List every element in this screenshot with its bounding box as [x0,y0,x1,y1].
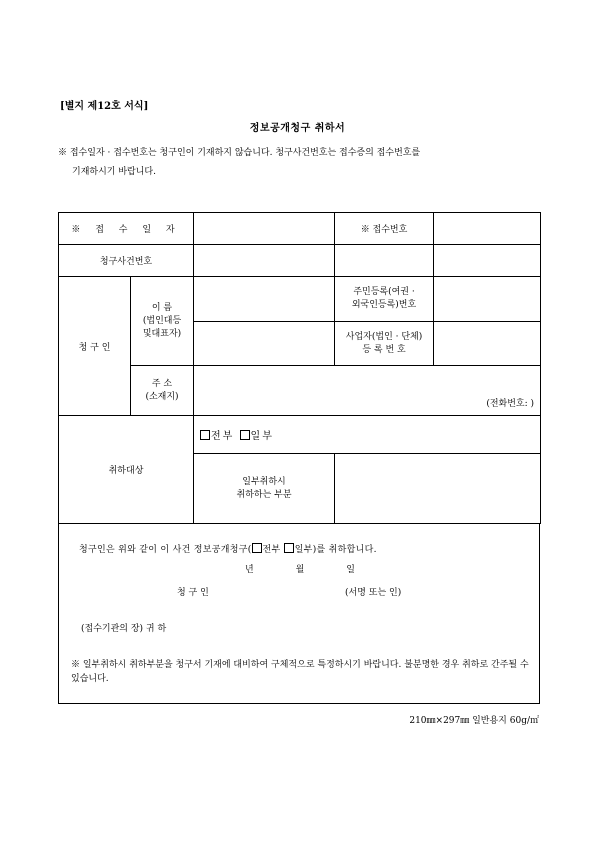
case-no-blank [335,245,434,277]
address-label [131,366,194,416]
receipt-no-field [434,213,541,245]
checkbox-part[interactable] [240,430,250,440]
declaration-section [58,523,540,704]
address-field [194,366,541,416]
case-no-field [194,245,335,277]
receipt-date-label: ※ 접 수 일 자 [59,213,194,245]
addressee: (접수기관의 장) 귀 하 [81,624,167,634]
declaration-text [79,542,377,555]
form-number: [별지 제12호 서식] [60,101,149,112]
partial-withdraw-label-line-2: 취하하는 부분 [236,489,292,500]
signature-note: (서명 또는 인) [345,588,402,598]
declaration-part-label: 일부 [294,545,313,555]
declaration-checkbox-all[interactable] [252,543,262,553]
date-line [245,562,355,575]
day-label: 일 [346,565,355,575]
declaration-text-after: )를 취하합니다. [312,545,377,555]
applicant-signature-label: 청 구 인 [177,588,209,598]
partial-withdraw-field [335,454,541,524]
notice [58,144,550,182]
partial-withdraw-label [194,454,335,524]
year-label: 년 [245,565,254,575]
name-label-line-3: 및대표자) [142,328,182,339]
case-no-label: 청구사건번호 [59,245,194,277]
id-number-field [434,277,541,322]
address-label-line-2: (소재지) [145,391,179,402]
request-table [58,212,541,524]
option-part-label: 일부 [250,431,274,442]
withdraw-scope-options [194,416,541,454]
month-label: 월 [295,565,305,575]
phone-label: (전화번호: ) [486,399,535,409]
address-label-line-1: 주 소 [151,378,173,389]
receipt-no-label: ※ 접수번호 [335,213,434,245]
declaration-text-before: 청구인은 위와 같이 이 사건 정보공개청구( [79,545,252,555]
notice-line-1: ※ 접수일자 · 접수번호는 청구인이 기재하지 않습니다. 청구사건번호는 접수증의 접수번호를 [58,148,421,158]
applicant-label: 청 구 인 [59,277,131,416]
id-number-label [335,277,434,322]
checkbox-all[interactable] [200,430,210,440]
notice-line-2: 기재하시기 바랍니다. [72,167,156,177]
receipt-date-field [194,213,335,245]
id-number-label-line-2: 외국인등록)번호 [351,300,417,310]
option-all-label: 전부 [211,431,235,442]
name-label [131,277,194,366]
declaration-all-label: 전부 [262,545,281,555]
name-label-line-2: (법인대등 [142,315,182,326]
name-field-2 [194,322,335,366]
paper-size-note: 210㎜×297㎜ 일반용지 60g/㎡ [409,716,539,726]
partial-withdraw-label-line-1: 일부취하시 [242,476,286,487]
declaration-checkbox-part[interactable] [284,543,294,553]
business-number-label-line-1: 사업자(법인 · 단체) [345,331,423,342]
business-number-label-line-2: 등 록 번 호 [362,344,406,355]
name-label-line-1: 이 름 [151,302,173,313]
name-field [194,277,335,322]
withdraw-target-label: 취하대상 [59,416,194,524]
case-no-blank-2 [434,245,541,277]
business-number-label [335,322,434,366]
id-number-label-line-1: 주민등록(여권 · [353,287,415,297]
document-title: 정보공개청구 취하서 [249,123,346,134]
business-number-field [434,322,541,366]
footnote: ※ 일부취하시 취하부분을 청구서 기재에 대비하여 구체적으로 특정하시기 바랍니다. 불분명한 경우 취하로 간주될 수 있습니다. [71,660,529,684]
